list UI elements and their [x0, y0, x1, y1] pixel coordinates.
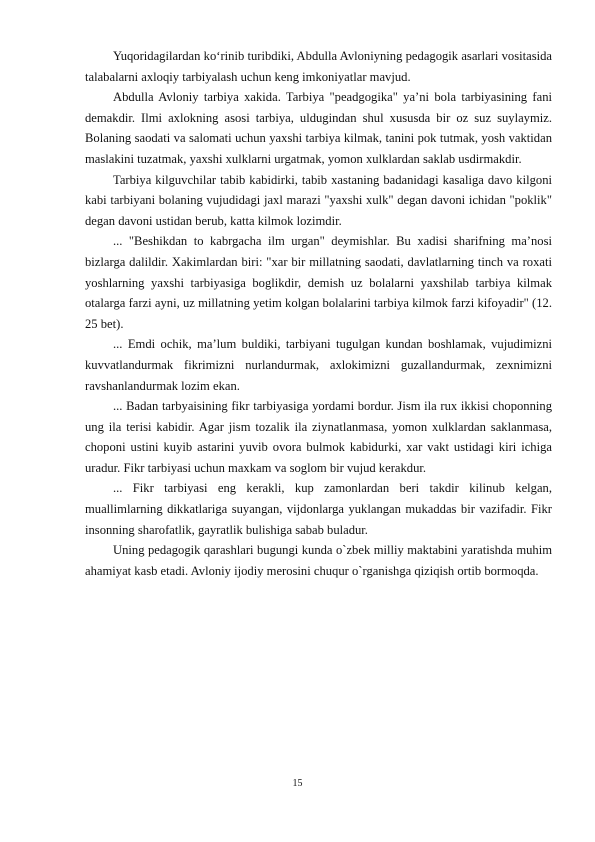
paragraph-5: ... Emdi ochik, ma’lum buldiki, tarbiyani tugulgan kundan boshlamak, vujudimizni kuvvatlandurmak fikrimizni nurlandurmak, axlokimizni guzallandurmak, zexnimizni ravshanlandurmak lozim ekan.	[85, 337, 552, 393]
paragraph-7: ... Fikr tarbiyasi eng kerakli, kup zamonlardan beri takdir kilinub kelgan, muallimlarning dikkatlariga suyangan, vijdonlarga yuklangan mukaddas bir vazifadir. Fikr insonning sharofatlik, gayratlik bulishiga sabab buladur.	[85, 481, 552, 537]
paragraph-2: Abdulla Avloniy tarbiya xakida. Tarbiya "peadgogika" ya’ni bola tarbiyasining fani demakdir. Ilmi axlokning asosi tarbiya, uldugindan shul xususda bir oz suz suylaymiz. Bolaning saodati va salomati uchun yaxshi tarbiya kilmak, tanini pok tutmak, yosh vaktidan maslakini tuzatmak, yaxshi xulklarni urgatmak, yomon xulklardan saklab usdirmakdir.	[85, 90, 552, 166]
paragraph-4: ... "Beshikdan to kabrgacha ilm urgan" deymishlar. Bu xadisi sharifning ma’nosi bizlarga dalildir. Xakimlardan biri: "xar bir millatning saodati, davlatlarning tinch va roxati yoshlarning yaxshi tarbiyasiga boglikdir, demish uz bolalarni yaxshilab tarbiya kilmak otalarga farzi ayni, uz millatning yetim kolgan bolalarini tarbiya kilmok farzi kifoyadir" (12. 25 bet).	[85, 234, 552, 331]
paragraph-1: Yuqoridagilardan ko‘rinib turibdiki, Abdulla Avloniyning pedagogik asarlari vositasida talabalarni axloqiy tarbiyalash uchun keng imkoniyatlar mavjud.	[85, 49, 552, 84]
paragraph-8: Uning pedagogik qarashlari bugungi kunda o`zbek milliy maktabini yaratishda muhim ahamiyat kasb etadi. Avloniy ijodiy merosini chuqur o`rganishga qiziqish ortib bormoqda.	[85, 543, 552, 578]
page-number: 15	[292, 778, 303, 789]
document-body	[85, 46, 552, 581]
paragraph-3: Tarbiya kilguvchilar tabib kabidirki, tabib xastaning badanidagi kasaliga davo kilgoni kabi tarbiyani bolaning vujudidagi jaxl marazi "yaxshi xulk" degan davoni ichidan "poklik" degan davoni ustidan berub, katta kilmok lozimdir.	[85, 172, 552, 228]
paragraph-6: ... Badan tarbyaisining fikr tarbiyasiga yordami bordur. Jism ila rux ikkisi choponning ung ila terisi kabidir. Agar jism tozalik ila ziynatlanmasa, yomon xulklardan saklanmasa, choponi ustini kuyib astarini yuvib ovora bulmok kabidurki, xar vakt ustidagi kiri ichiga uradur. Fikr tarbiyasi uchun maxkam va soglom bir vujud kerakdur.	[85, 399, 552, 475]
